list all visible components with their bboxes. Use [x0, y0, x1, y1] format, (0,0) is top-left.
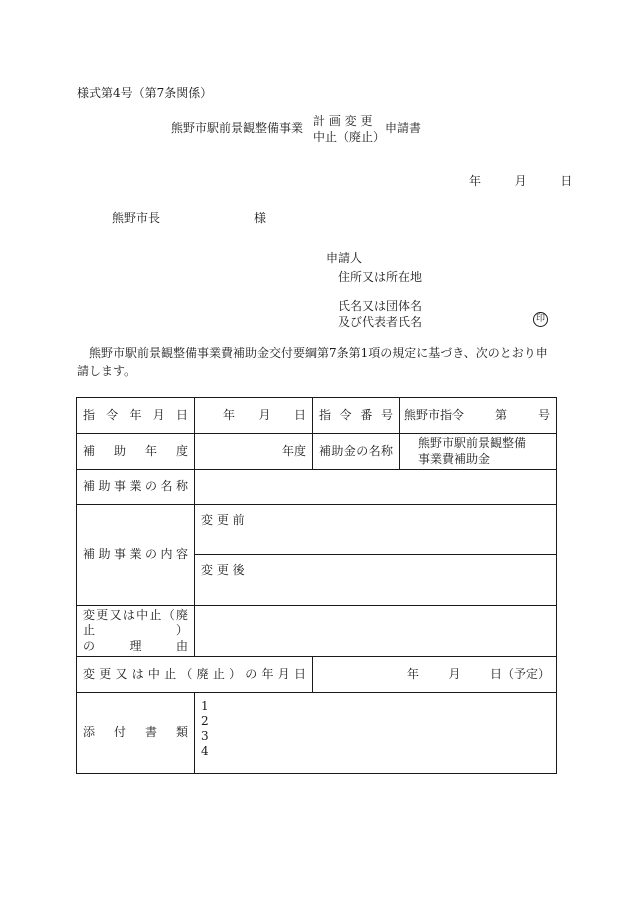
fiscal-year-label: 補助年度 [77, 434, 195, 470]
addressee-honorific: 様 [254, 211, 267, 225]
attachments-label: 添付書類 [77, 693, 195, 774]
applicant-label: 申請人 [326, 251, 363, 265]
change-date-value: 年 月 日（予定） [313, 657, 557, 693]
date-day: 日 [560, 174, 573, 188]
title-options [313, 113, 385, 145]
order-date-value: 年 月 日 [195, 398, 313, 434]
list-item: 4 [201, 744, 209, 758]
address-label: 住所又は所在地 [338, 270, 423, 284]
project-content-label: 補助事業の内容 [77, 505, 195, 606]
table-row [77, 470, 557, 505]
title-option-change: 計 画 変 更 [313, 114, 373, 128]
body-text: 熊野市駅前景観整備事業費補助金交付要綱第7条第1項の規定に基づき、次のとおり申請します。 [77, 346, 548, 378]
table-row [77, 693, 557, 774]
project-name-label: 補助事業の名称 [77, 470, 195, 505]
project-name-value [195, 470, 557, 505]
reason-value [195, 606, 557, 657]
subsidy-name-label: 補助金の名称 [313, 434, 400, 470]
date-month: 月 [514, 174, 527, 188]
name-label: 氏名又は団体名 [338, 299, 423, 313]
document-title: 熊野市駅前景観整備事業 [171, 121, 304, 135]
form-number: 様式第4号（第7条関係） [77, 86, 213, 100]
change-date-label: 変更又は中止（廃止）の年月日 [77, 657, 313, 693]
reason-label: 変更又は中止（廃止） の理由 [77, 606, 195, 657]
table-row [77, 657, 557, 693]
subsidy-name-value: 熊野市駅前景観整備 事業費補助金 [400, 434, 557, 470]
list-item: 2 [201, 714, 209, 728]
list-item: 3 [201, 729, 209, 743]
table-row [77, 505, 557, 555]
after-change-cell: 変 更 後 [195, 555, 557, 606]
list-item: 1 [201, 699, 209, 713]
fiscal-year-value: 年度 [195, 434, 313, 470]
application-table [76, 397, 557, 774]
table-row [77, 398, 557, 434]
attachments-list [195, 693, 557, 774]
seal-icon: 印 [533, 312, 548, 327]
representative-label: 及び代表者氏名 [338, 315, 423, 329]
date-year: 年 [469, 174, 482, 188]
application-date [469, 174, 572, 188]
before-change-cell: 変 更 前 [195, 505, 557, 555]
title-option-cancel: 中止（廃止） [313, 130, 386, 145]
order-number-label: 指令番号 [313, 398, 400, 434]
title-suffix: 申請書 [385, 121, 422, 135]
order-number-value: 熊野市指令 第 号 [400, 398, 557, 434]
order-date-label: 指令年月日 [77, 398, 195, 434]
table-row [77, 606, 557, 657]
table-row [77, 434, 557, 470]
addressee-name: 熊野市長 [112, 211, 161, 225]
